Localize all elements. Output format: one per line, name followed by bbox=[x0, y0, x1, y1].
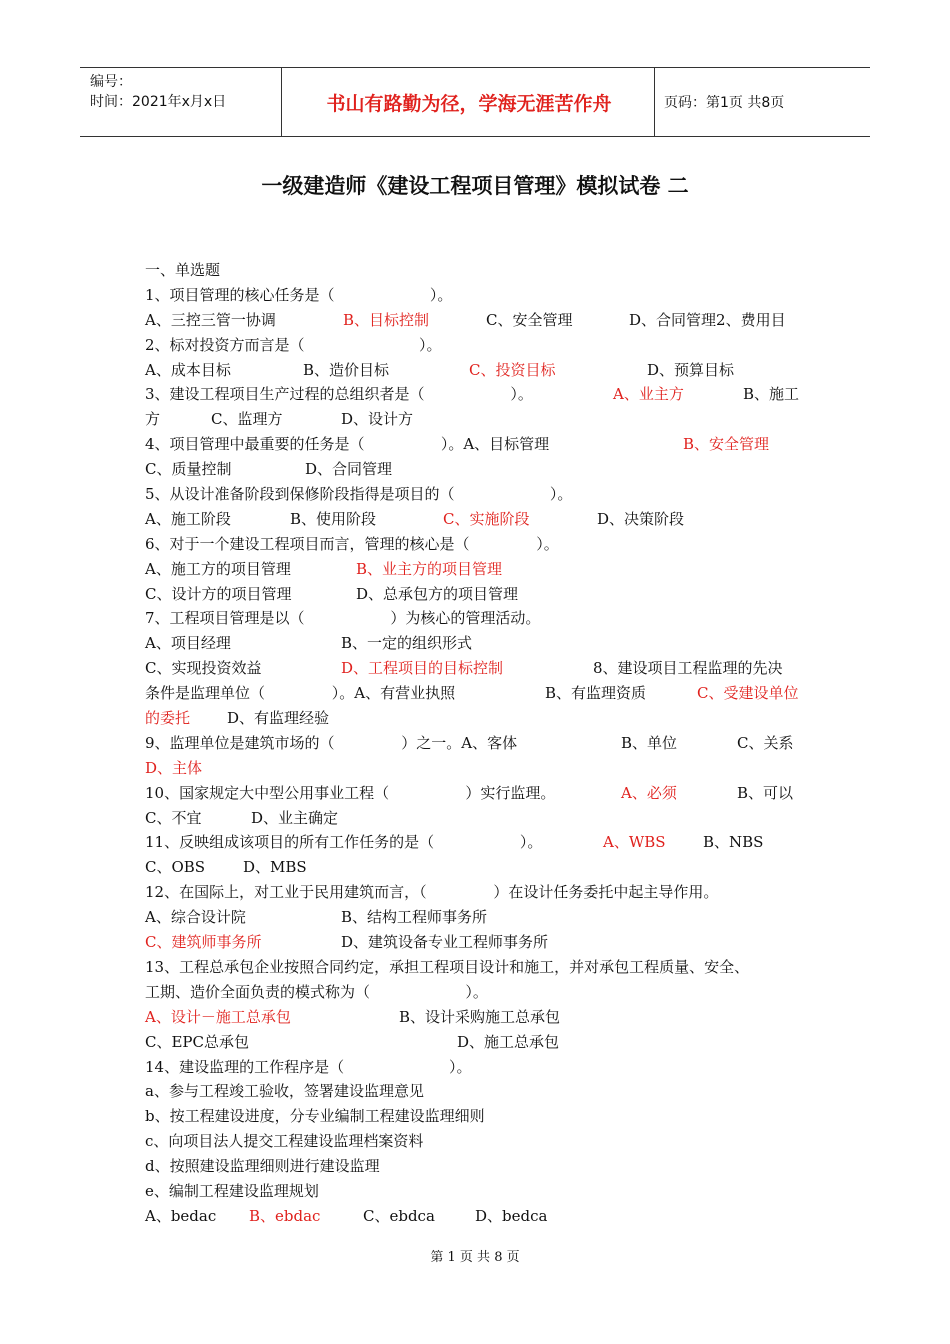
text-segment: D、施工总承包 bbox=[457, 1032, 560, 1051]
answer-option: C、实施阶段 bbox=[443, 509, 530, 528]
text-segment: A、施工阶段 bbox=[145, 509, 231, 528]
text-segment: 一、单选题 bbox=[145, 261, 221, 279]
text-segment: A、三控三管一协调 bbox=[145, 310, 276, 329]
text-segment: C、设计方的项目管理 bbox=[145, 584, 292, 603]
text-line bbox=[145, 781, 815, 806]
answer-option: B、业主方的项目管理 bbox=[356, 559, 503, 578]
text-line bbox=[145, 731, 815, 756]
text-line bbox=[145, 382, 815, 407]
text-segment: A、施工方的项目管理 bbox=[145, 559, 291, 578]
text-line bbox=[145, 631, 815, 656]
text-segment: 2、标对投资方而言是（ ）。 bbox=[145, 335, 442, 354]
answer-option: 的委托 bbox=[145, 709, 191, 728]
header-info bbox=[90, 72, 226, 112]
text-line bbox=[145, 855, 815, 880]
text-segment: D、决策阶段 bbox=[597, 509, 685, 528]
header-date: 时间：2021年x月x日 bbox=[90, 94, 227, 110]
header-number: 编号： bbox=[90, 74, 132, 90]
text-segment: A、综合设计院 bbox=[145, 908, 246, 927]
text-line bbox=[145, 1055, 815, 1080]
answer-option: C、投资目标 bbox=[469, 360, 556, 379]
text-segment: D、合同管理2、费用目 bbox=[629, 310, 786, 329]
text-line bbox=[145, 880, 815, 905]
text-line bbox=[145, 532, 815, 557]
text-line bbox=[145, 557, 815, 582]
header-divider bbox=[281, 68, 282, 136]
text-line bbox=[145, 432, 815, 457]
page-header bbox=[80, 67, 870, 137]
text-segment: 9、监理单位是建筑市场的（ ）之一。A、客体 bbox=[145, 733, 518, 752]
text-segment: C、安全管理 bbox=[486, 310, 573, 329]
answer-option: A、WBS bbox=[603, 833, 666, 852]
text-segment: 8、建设项目工程监理的先决 bbox=[593, 659, 783, 678]
text-segment: C、质量控制 bbox=[145, 460, 232, 479]
text-line bbox=[145, 905, 815, 930]
text-segment: a、参与工程竣工验收，签署建设监理意见 bbox=[145, 1082, 424, 1101]
text-segment: c、向项目法人提交工程建设监理档案资料 bbox=[145, 1132, 424, 1151]
text-segment: D、预算目标 bbox=[647, 360, 735, 379]
text-line bbox=[145, 1129, 815, 1154]
text-segment: D、合同管理 bbox=[305, 460, 393, 479]
text-line bbox=[145, 1079, 815, 1104]
text-segment: C、OBS bbox=[145, 858, 206, 877]
answer-option: B、安全管理 bbox=[683, 435, 770, 454]
text-segment: 1、项目管理的核心任务是（ ）。 bbox=[145, 285, 453, 304]
text-line bbox=[145, 1104, 815, 1129]
text-segment: 6、对于一个建设工程项目而言，管理的核心是（ ）。 bbox=[145, 534, 559, 553]
answer-option: D、工程项目的目标控制 bbox=[341, 659, 504, 678]
text-segment: e、编制工程建设监理规划 bbox=[145, 1181, 319, 1200]
text-segment: B、可以 bbox=[737, 783, 794, 802]
text-segment: B、一定的组织形式 bbox=[341, 634, 473, 653]
text-line bbox=[145, 681, 815, 706]
text-segment: 10、国家规定大中型公用事业工程（ ）实行监理。 bbox=[145, 783, 556, 802]
text-line bbox=[145, 1179, 815, 1204]
text-line bbox=[145, 1005, 815, 1030]
text-line bbox=[145, 407, 815, 432]
text-segment: D、建筑设备专业工程师事务所 bbox=[341, 933, 549, 952]
text-line bbox=[145, 507, 815, 532]
text-segment: B、设计采购施工总承包 bbox=[399, 1007, 561, 1026]
text-line bbox=[145, 806, 815, 831]
answer-option: C、建筑师事务所 bbox=[145, 933, 262, 952]
text-line bbox=[145, 457, 815, 482]
text-segment: D、MBS bbox=[243, 858, 307, 877]
text-segment: C、ebdca bbox=[363, 1206, 435, 1225]
text-segment: 条件是监理单位（ ）。A、有营业执照 bbox=[145, 684, 456, 703]
text-line bbox=[145, 606, 815, 631]
page-footer: 第 1 页 共 8 页 bbox=[430, 1250, 520, 1265]
text-line bbox=[145, 1030, 815, 1055]
answer-option: A、业主方 bbox=[613, 385, 684, 404]
text-line bbox=[145, 830, 815, 855]
text-line bbox=[145, 258, 815, 283]
text-segment: D、总承包方的项目管理 bbox=[356, 584, 519, 603]
text-segment: D、有监理经验 bbox=[227, 709, 330, 728]
text-segment: B、结构工程师事务所 bbox=[341, 908, 488, 927]
text-segment: D、设计方 bbox=[341, 410, 414, 429]
text-segment: B、单位 bbox=[621, 733, 678, 752]
text-segment: A、项目经理 bbox=[145, 634, 231, 653]
text-segment: 7、工程项目管理是以（ ）为核心的管理活动。 bbox=[145, 609, 541, 628]
text-segment: 13、工程总承包企业按照合同约定，承担工程项目设计和施工，并对承包工程质量、安全、 bbox=[145, 957, 750, 976]
answer-option: A、设计－施工总承包 bbox=[145, 1007, 291, 1026]
text-line bbox=[145, 1204, 815, 1229]
text-segment: A、成本目标 bbox=[145, 360, 231, 379]
text-segment: 工期、造价全面负责的模式称为（ ）。 bbox=[145, 982, 488, 1001]
text-segment: d、按照建设监理细则进行建设监理 bbox=[145, 1157, 380, 1176]
answer-option: B、目标控制 bbox=[343, 310, 430, 329]
text-line bbox=[145, 482, 815, 507]
text-line bbox=[145, 706, 815, 731]
answer-option: B、ebdac bbox=[249, 1206, 321, 1225]
header-motto: 书山有路勤为径，学海无涯苦作舟 bbox=[326, 92, 612, 115]
text-segment: 12、在国际上，对工业于民用建筑而言，（ ）在设计任务委托中起主导作用。 bbox=[145, 883, 719, 902]
text-segment: 5、从设计准备阶段到保修阶段指得是项目的（ ）。 bbox=[145, 485, 573, 504]
text-segment: 11、反映组成该项目的所有工作任务的是（ ）。 bbox=[145, 833, 543, 852]
text-segment: B、造价目标 bbox=[303, 360, 390, 379]
text-segment: 4、项目管理中最重要的任务是（ ）。A、目标管理 bbox=[145, 435, 550, 454]
text-segment: B、施工 bbox=[743, 385, 800, 404]
text-segment: D、业主确定 bbox=[251, 808, 339, 827]
text-segment: b、按工程建设进度，分专业编制工程建设监理细则 bbox=[145, 1107, 485, 1126]
text-segment: 14、建设监理的工作程序是（ ）。 bbox=[145, 1057, 472, 1076]
text-segment: D、bedca bbox=[475, 1206, 548, 1225]
text-line bbox=[145, 980, 815, 1005]
text-line bbox=[145, 930, 815, 955]
text-line bbox=[145, 333, 815, 358]
text-segment: C、实现投资效益 bbox=[145, 659, 262, 678]
text-segment: 方 bbox=[145, 410, 161, 429]
text-line bbox=[145, 955, 815, 980]
text-line bbox=[145, 358, 815, 383]
answer-option: D、主体 bbox=[145, 758, 203, 777]
text-line bbox=[145, 283, 815, 308]
header-divider bbox=[654, 68, 655, 136]
text-segment: C、不宜 bbox=[145, 808, 202, 827]
document-title: 一级建造师《建设工程项目管理》模拟试卷 二 bbox=[261, 174, 689, 198]
text-segment: B、NBS bbox=[703, 833, 764, 852]
text-segment: B、使用阶段 bbox=[290, 509, 377, 528]
text-line bbox=[145, 756, 815, 781]
text-segment: A、bedac bbox=[145, 1206, 217, 1225]
text-line bbox=[145, 656, 815, 681]
answer-option: A、必须 bbox=[621, 783, 677, 802]
text-segment: B、有监理资质 bbox=[545, 684, 647, 703]
header-page-number: 页码：第1页 共8页 bbox=[664, 95, 785, 111]
answer-option: C、受建设单位 bbox=[697, 684, 799, 703]
text-segment: 3、建设工程项目生产过程的总组织者是（ ）。 bbox=[145, 385, 533, 404]
text-segment: C、关系 bbox=[737, 733, 794, 752]
text-line bbox=[145, 308, 815, 333]
question-list bbox=[145, 258, 815, 1229]
text-line bbox=[145, 582, 815, 607]
text-segment: C、EPC总承包 bbox=[145, 1032, 249, 1051]
text-line bbox=[145, 1154, 815, 1179]
text-segment: C、监理方 bbox=[211, 410, 283, 429]
